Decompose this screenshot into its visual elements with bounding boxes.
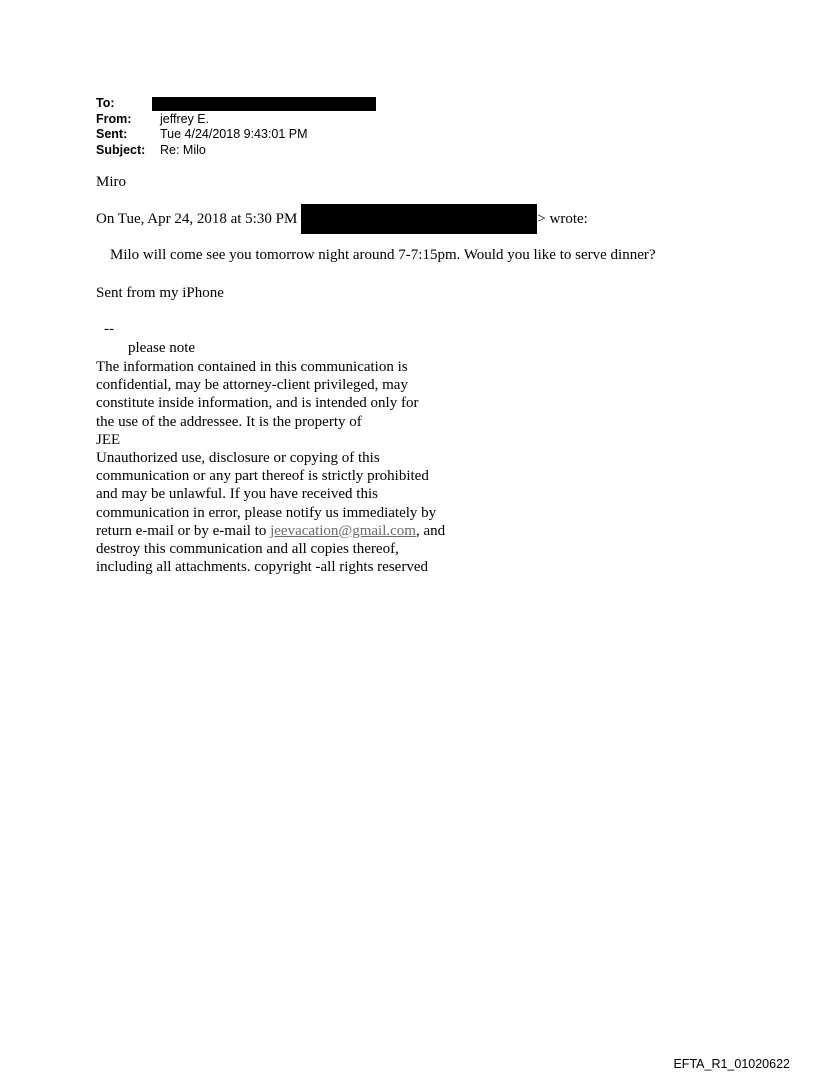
subject-value: Re: Milo bbox=[160, 142, 206, 157]
disclaimer-line-prefix: return e-mail or by e-mail to bbox=[96, 522, 271, 539]
disclaimer-line: communication or any part thereof is strictly prohibited bbox=[96, 468, 429, 485]
sent-value: Tue 4/24/2018 9:43:01 PM bbox=[160, 127, 308, 141]
contact-email-link[interactable]: jeevacation@gmail.com bbox=[270, 522, 416, 539]
subject-label: Subject: bbox=[96, 142, 146, 157]
disclaimer-line: the use of the addressee. It is the property of bbox=[96, 413, 362, 430]
disclaimer-line: destroy this communication and all copies thereof, bbox=[96, 540, 399, 557]
confidentiality-disclaimer bbox=[96, 358, 445, 576]
from-value: jeffrey E. bbox=[160, 111, 210, 126]
sent-row bbox=[96, 127, 376, 143]
quote-attribution-prefix: On Tue, Apr 24, 2018 at 5:30 PM bbox=[96, 210, 298, 227]
disclaimer-line: confidential, may be attorney-client privileged, may bbox=[96, 377, 408, 394]
quote-attribution bbox=[96, 204, 588, 234]
to-label: To: bbox=[96, 96, 115, 110]
disclaimer-line-suffix: , and bbox=[415, 522, 446, 539]
disclaimer-line-with-link bbox=[96, 522, 445, 540]
note-title: please note bbox=[128, 340, 196, 356]
disclaimer-line: JEE bbox=[96, 431, 121, 448]
disclaimer-line: Unauthorized use, disclosure or copying of this bbox=[96, 449, 380, 466]
quote-attribution-suffix: > wrote: bbox=[537, 210, 588, 227]
email-header bbox=[96, 96, 376, 158]
subject-row bbox=[96, 143, 376, 159]
to-row bbox=[96, 96, 376, 112]
from-label: From: bbox=[96, 111, 132, 126]
sent-label: Sent: bbox=[96, 127, 128, 141]
from-row bbox=[96, 112, 376, 128]
disclaimer-line: communication in error, please notify us immediately by bbox=[96, 504, 437, 521]
redacted-recipient bbox=[152, 97, 376, 111]
redacted-sender bbox=[301, 204, 537, 234]
greeting-text: Miro bbox=[96, 174, 126, 190]
mobile-signature: Sent from my iPhone bbox=[96, 285, 224, 301]
signature-separator: -- bbox=[104, 321, 114, 337]
document-id: EFTA_R1_01020622 bbox=[673, 1057, 790, 1071]
quoted-message: Milo will come see you tomorrow night around 7-7:15pm. Would you like to serve dinner? bbox=[110, 247, 656, 263]
disclaimer-line: including all attachments. copyright -all rights reserved bbox=[96, 559, 428, 576]
disclaimer-line: and may be unlawful. If you have received this bbox=[96, 486, 378, 503]
disclaimer-line: constitute inside information, and is intended only for bbox=[96, 395, 419, 412]
disclaimer-line: The information contained in this communication is bbox=[96, 359, 408, 375]
